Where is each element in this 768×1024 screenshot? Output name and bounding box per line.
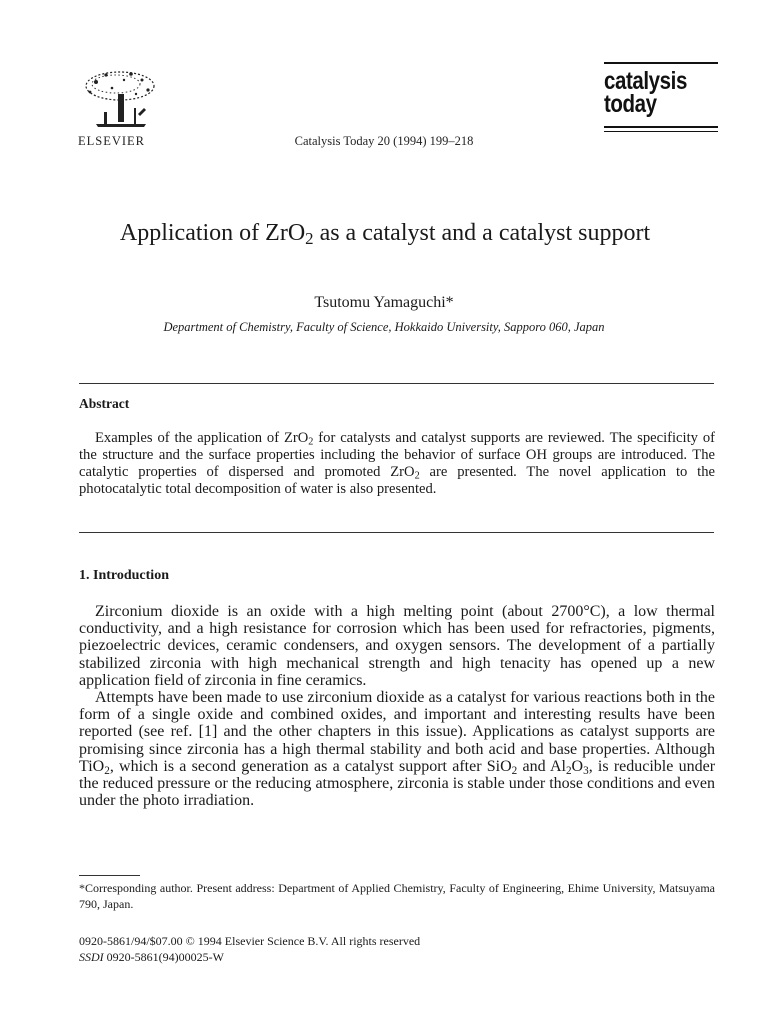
logo-rule-bottom-1 — [604, 126, 718, 128]
publisher-name: ELSEVIER — [78, 134, 146, 148]
journal-name-line2: today — [604, 90, 657, 118]
abstract-text-3: are presented. The novel application to the photocatalytic total decomposition of water is also presented. — [79, 464, 715, 497]
title-text-2: as a catalyst and a catalyst support — [313, 220, 651, 246]
p2-text-5: , is reducible under the reduced pressure or the reducing atmosphere, zirconia is stable under those conditions and even under the photo irradiation. — [79, 757, 716, 810]
abstract-text-1: Examples of the application of ZrO — [95, 430, 309, 446]
corresponding-author-footnote: *Corresponding author. Present address: Department of Applied Chemistry, Faculty of Engineering, Ehime University, Matsuyama 790, Japan. — [79, 881, 715, 911]
author-affiliation: Department of Chemistry, Faculty of Science, Hokkaido University, Sapporo 060, Japan — [163, 320, 605, 334]
abstract-paragraph — [79, 430, 715, 498]
abstract-text-2: for catalysts and catalyst supports are reviewed. The specificity of the structure and the surface properties including the behavior of surface OH groups are introduced. The catalytic properties of dispersed and promoted ZrO — [79, 430, 715, 480]
intro-paragraph-2 — [79, 689, 715, 809]
p2-sub-3: 2 — [565, 764, 572, 777]
abstract-top-rule — [79, 383, 714, 384]
copyright-line: 0920-5861/94/$07.00 © 1994 Elsevier Science B.V. All rights reserved — [79, 934, 421, 948]
logo-rule-bottom-2 — [604, 131, 718, 132]
introduction-body — [79, 603, 715, 809]
journal-name-line1: catalysis — [604, 67, 687, 95]
article-title — [90, 219, 680, 248]
journal-citation: Catalysis Today 20 (1994) 199–218 — [294, 134, 474, 148]
abstract-sub-1: 2 — [308, 436, 314, 448]
p2-text-1: Attempts have been made to use zirconium dioxide as a catalyst for various reactions both in the form of a single oxide and combined oxides, and important and interesting results have been reported (see ref. [1] and the other chapters in this issue). Applications as catalyst supports are promising since zirconia has a high thermal stability and both acid and base properties. Although TiO — [79, 689, 715, 775]
p2-sub-1: 2 — [104, 764, 110, 777]
footnote-rule — [79, 875, 140, 876]
abstract-heading: Abstract — [79, 396, 130, 411]
p2-sub-2: 2 — [511, 764, 518, 777]
journal-logo — [604, 62, 718, 135]
p2-text-3: and Al — [517, 757, 566, 775]
ssdi-label: SSDI — [79, 950, 104, 964]
title-text-1: Application of ZrO — [119, 220, 306, 246]
journal-name — [604, 67, 697, 118]
p2-sub-4: 3 — [583, 764, 589, 777]
abstract-bottom-rule — [79, 532, 714, 533]
logo-rule-top — [604, 62, 718, 64]
p2-text-4: O — [571, 757, 584, 775]
title-subscript: 2 — [305, 229, 314, 249]
intro-paragraph-1: Zirconium dioxide is an oxide with a high melting point (about 2700°C), a low thermal conductivity, and a high resistance for corrosion which has been used for refractories, pigments, piezoelectric devices, ceramic condensers, and oxygen sensors. The development of a partially stabilized zirconia with high mechanical strength and high tenacity has opened up a new application field of zirconia in fine ceramics. — [79, 603, 715, 689]
section-heading-introduction: 1. Introduction — [79, 568, 169, 583]
elsevier-tree-logo — [76, 66, 168, 132]
abstract-body — [79, 430, 715, 498]
author-name: Tsutomu Yamaguchi* — [314, 294, 454, 311]
ssdi-line — [79, 949, 420, 965]
ssdi-value: 0920-5861(94)00025-W — [103, 950, 224, 964]
p2-text-2: , which is a second generation as a catalyst support after SiO — [109, 757, 512, 775]
copyright-notice — [79, 933, 420, 965]
abstract-sub-2: 2 — [414, 470, 420, 482]
